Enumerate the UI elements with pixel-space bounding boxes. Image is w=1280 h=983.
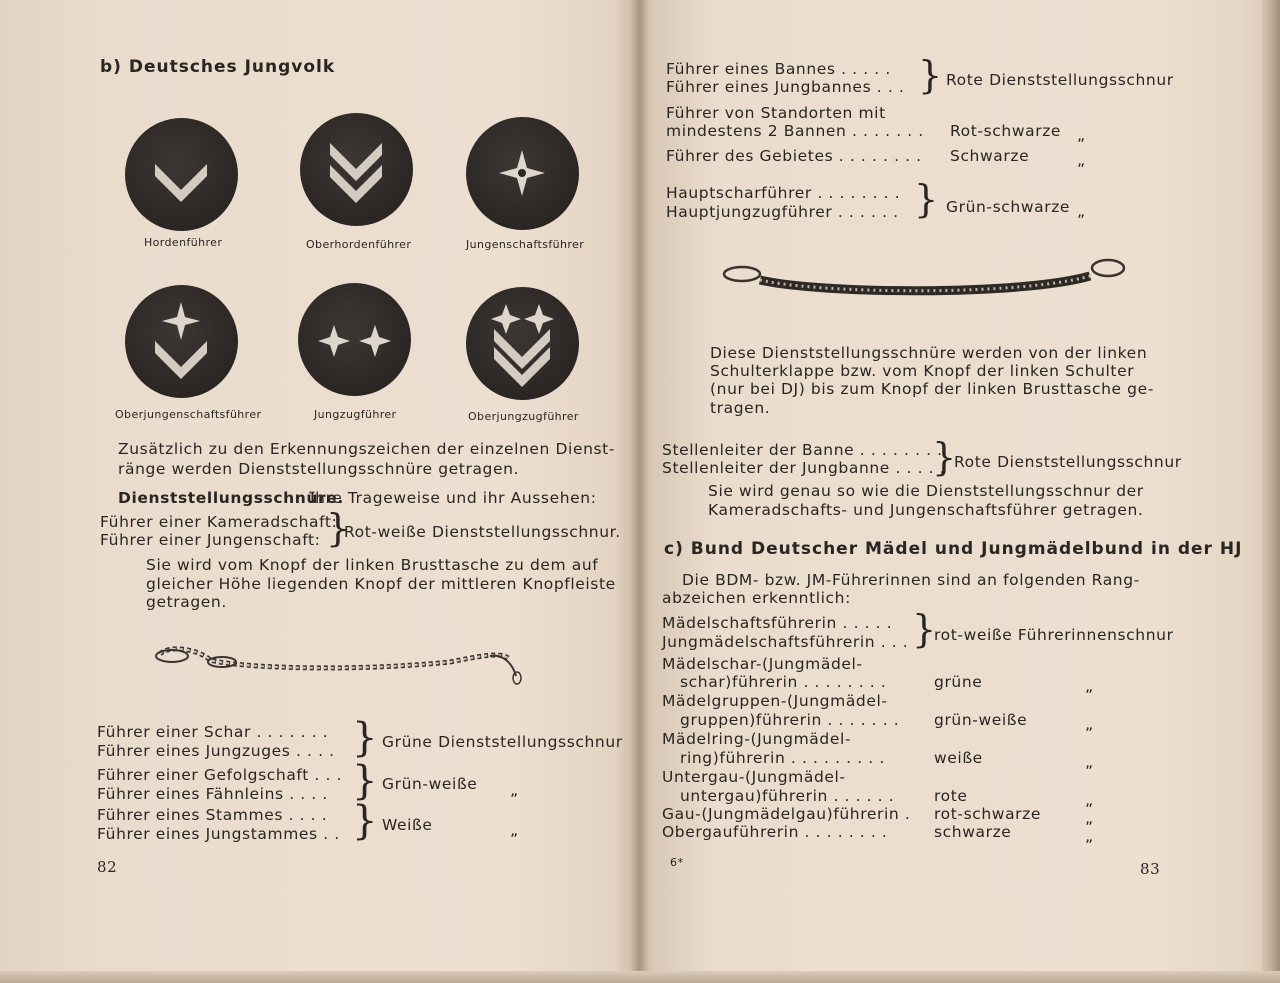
ditto-mark: „ <box>1077 202 1086 220</box>
ditto-mark: „ <box>1077 126 1086 144</box>
paragraph-line: Sie wird vom Knopf der linken Brusttasche zu dem auf <box>146 556 599 574</box>
emblem-caption: Oberhordenführer <box>306 238 412 251</box>
cord-label: grüne <box>934 673 983 691</box>
brace-icon: } <box>912 607 937 651</box>
page-edge <box>1262 0 1280 983</box>
paragraph-line: Kameradschafts- und Jungenschaftsführer getragen. <box>708 501 1144 519</box>
rank-label: Führer eines Bannes . . . . . <box>666 60 891 78</box>
rank-label: Führer einer Jungenschaft: <box>100 531 321 549</box>
signature-mark: 6* <box>670 856 684 869</box>
jungenschaftsfuehrer-badge-icon <box>466 117 579 230</box>
rank-label: Hauptjungzugführer . . . . . . <box>666 203 899 221</box>
rank-label: Obergauführerin . . . . . . . . <box>662 823 888 841</box>
rank-label: Untergau-(Jungmädel- <box>662 768 846 786</box>
section-heading-c: c) Bund Deutscher Mädel und Jungmädelbund in der HJ <box>664 539 1243 559</box>
rank-label: schar)führerin . . . . . . . . <box>680 673 887 691</box>
oberhordenfuehrer-badge-icon <box>300 113 413 226</box>
rank-label: Mädelgruppen-(Jungmädel- <box>662 692 888 710</box>
brace-icon: } <box>352 715 378 761</box>
ditto-mark: „ <box>510 781 519 799</box>
page-edge-bottom <box>0 971 1280 983</box>
rank-label: Stellenleiter der Banne . . . . . . . . <box>662 441 943 459</box>
brace-icon: } <box>326 506 351 550</box>
cord-label: Rot-weiße Dienststellungsschnur. <box>344 523 621 541</box>
paragraph-line: gleicher Höhe liegenden Knopf der mittleren Knopfleiste <box>146 575 616 593</box>
rank-label: gruppen)führerin . . . . . . . <box>680 711 900 729</box>
cords-heading: Dienststellungsschnüre. <box>118 489 344 507</box>
page-number: 82 <box>97 858 118 876</box>
rank-label: Mädelschaftsführerin . . . . . <box>662 614 893 632</box>
cord-label: Rote Dienststellungsschnur <box>954 453 1182 471</box>
oberjungzugfuehrer-badge-icon <box>466 287 579 400</box>
brace-icon: } <box>352 758 378 804</box>
ditto-mark: „ <box>1085 753 1094 771</box>
red-white-cord-icon <box>150 640 530 690</box>
rank-label: Führer eines Stammes . . . . <box>97 806 328 824</box>
cord-label: Weiße <box>382 816 433 834</box>
oberjungenschaftsfuehrer-badge-icon <box>125 285 238 398</box>
jungzugfuehrer-badge-icon <box>298 283 411 396</box>
emblem-caption: Jungzugführer <box>314 408 397 421</box>
paragraph-line: Sie wird genau so wie die Dienststellungsschnur der <box>708 482 1144 500</box>
rank-label: Führer eines Jungzuges . . . . <box>97 742 335 760</box>
rank-label: Führer eines Jungstammes . . <box>97 825 340 843</box>
paragraph-line: (nur bei DJ) bis zum Knopf der linken Brusttasche ge- <box>710 380 1154 398</box>
brace-icon: } <box>932 435 957 479</box>
rank-label: Führer des Gebietes . . . . . . . . <box>666 147 922 165</box>
rank-label: Mädelring-(Jungmädel- <box>662 730 852 748</box>
cord-label: grün-weiße <box>934 711 1028 729</box>
ditto-mark: „ <box>1085 791 1094 809</box>
cord-label: weiße <box>934 749 983 767</box>
rank-label: Gau-(Jungmädelgau)führerin . <box>662 805 911 823</box>
cord-label: Schwarze <box>950 147 1030 165</box>
paragraph-line: Die BDM- bzw. JM-Führerinnen sind an folgenden Rang- <box>682 571 1140 589</box>
paragraph-line: Zusätzlich zu den Erkennungszeichen der einzelnen Dienst- <box>118 440 616 458</box>
hordenfuehrer-badge-icon <box>125 118 238 231</box>
rank-label: Führer einer Kameradschaft: <box>100 513 338 531</box>
braided-cord-icon <box>720 254 1130 310</box>
cord-label: rot-schwarze <box>934 805 1042 823</box>
rank-label: Führer eines Jungbannes . . . <box>666 78 905 96</box>
rank-label: ring)führerin . . . . . . . . . <box>680 749 885 767</box>
page-number: 83 <box>1140 860 1161 878</box>
rank-label: Stellenleiter der Jungbanne . . . . . <box>662 459 946 477</box>
rank-label: Führer einer Gefolgschaft . . . <box>97 766 343 784</box>
rank-label: Führer einer Schar . . . . . . . <box>97 723 329 741</box>
cord-label: Grüne Dienststellungsschnur <box>382 733 623 751</box>
cords-intro: Ihre Trageweise und ihr Aussehen: <box>310 489 597 507</box>
section-heading-b: b) Deutsches Jungvolk <box>100 57 336 77</box>
ditto-mark: „ <box>1085 809 1094 827</box>
emblem-caption: Hordenführer <box>144 236 223 249</box>
paragraph-line: Diese Dienststellungsschnüre werden von der linken <box>710 344 1148 362</box>
brace-icon: } <box>352 798 378 844</box>
rank-label: untergau)führerin . . . . . . <box>680 787 895 805</box>
paragraph-line: ränge werden Dienststellungsschnüre getragen. <box>118 460 520 478</box>
ditto-mark: „ <box>1085 677 1094 695</box>
book-gutter <box>630 0 648 983</box>
cord-label: schwarze <box>934 823 1012 841</box>
rank-label: Jungmädelschaftsführerin . . . <box>662 633 909 651</box>
emblem-caption: Jungenschaftsführer <box>466 238 585 251</box>
rank-label: Führer eines Fähnleins . . . . <box>97 785 328 803</box>
ditto-mark: „ <box>1085 827 1094 845</box>
paragraph-line: tragen. <box>710 399 771 417</box>
emblem-caption: Oberjungenschaftsführer <box>115 408 262 421</box>
ditto-mark: „ <box>1085 715 1094 733</box>
paragraph-line: getragen. <box>146 593 227 611</box>
ditto-mark: „ <box>510 821 519 839</box>
cord-label: Grün-weiße <box>382 775 478 793</box>
brace-icon: } <box>914 177 939 221</box>
cord-label: rot-weiße Führerinnenschnur <box>934 626 1174 644</box>
rank-label: Führer von Standorten mit <box>666 104 886 122</box>
rank-label: Hauptscharführer . . . . . . . . <box>666 184 901 202</box>
paragraph-line: Schulterklappe bzw. vom Knopf der linken Schulter <box>710 362 1135 380</box>
brace-icon: } <box>918 53 943 97</box>
cord-label: Rote Dienststellungsschnur <box>946 71 1174 89</box>
ditto-mark: „ <box>1077 151 1086 169</box>
paragraph-line: abzeichen erkenntlich: <box>662 589 851 607</box>
cord-label: Grün-schwarze <box>946 198 1071 216</box>
emblem-caption: Oberjungzugführer <box>468 410 579 423</box>
cord-label: Rot-schwarze <box>950 122 1062 140</box>
rank-label: mindestens 2 Bannen . . . . . . . <box>666 122 924 140</box>
cord-label: rote <box>934 787 968 805</box>
rank-label: Mädelschar-(Jungmädel- <box>662 655 863 673</box>
